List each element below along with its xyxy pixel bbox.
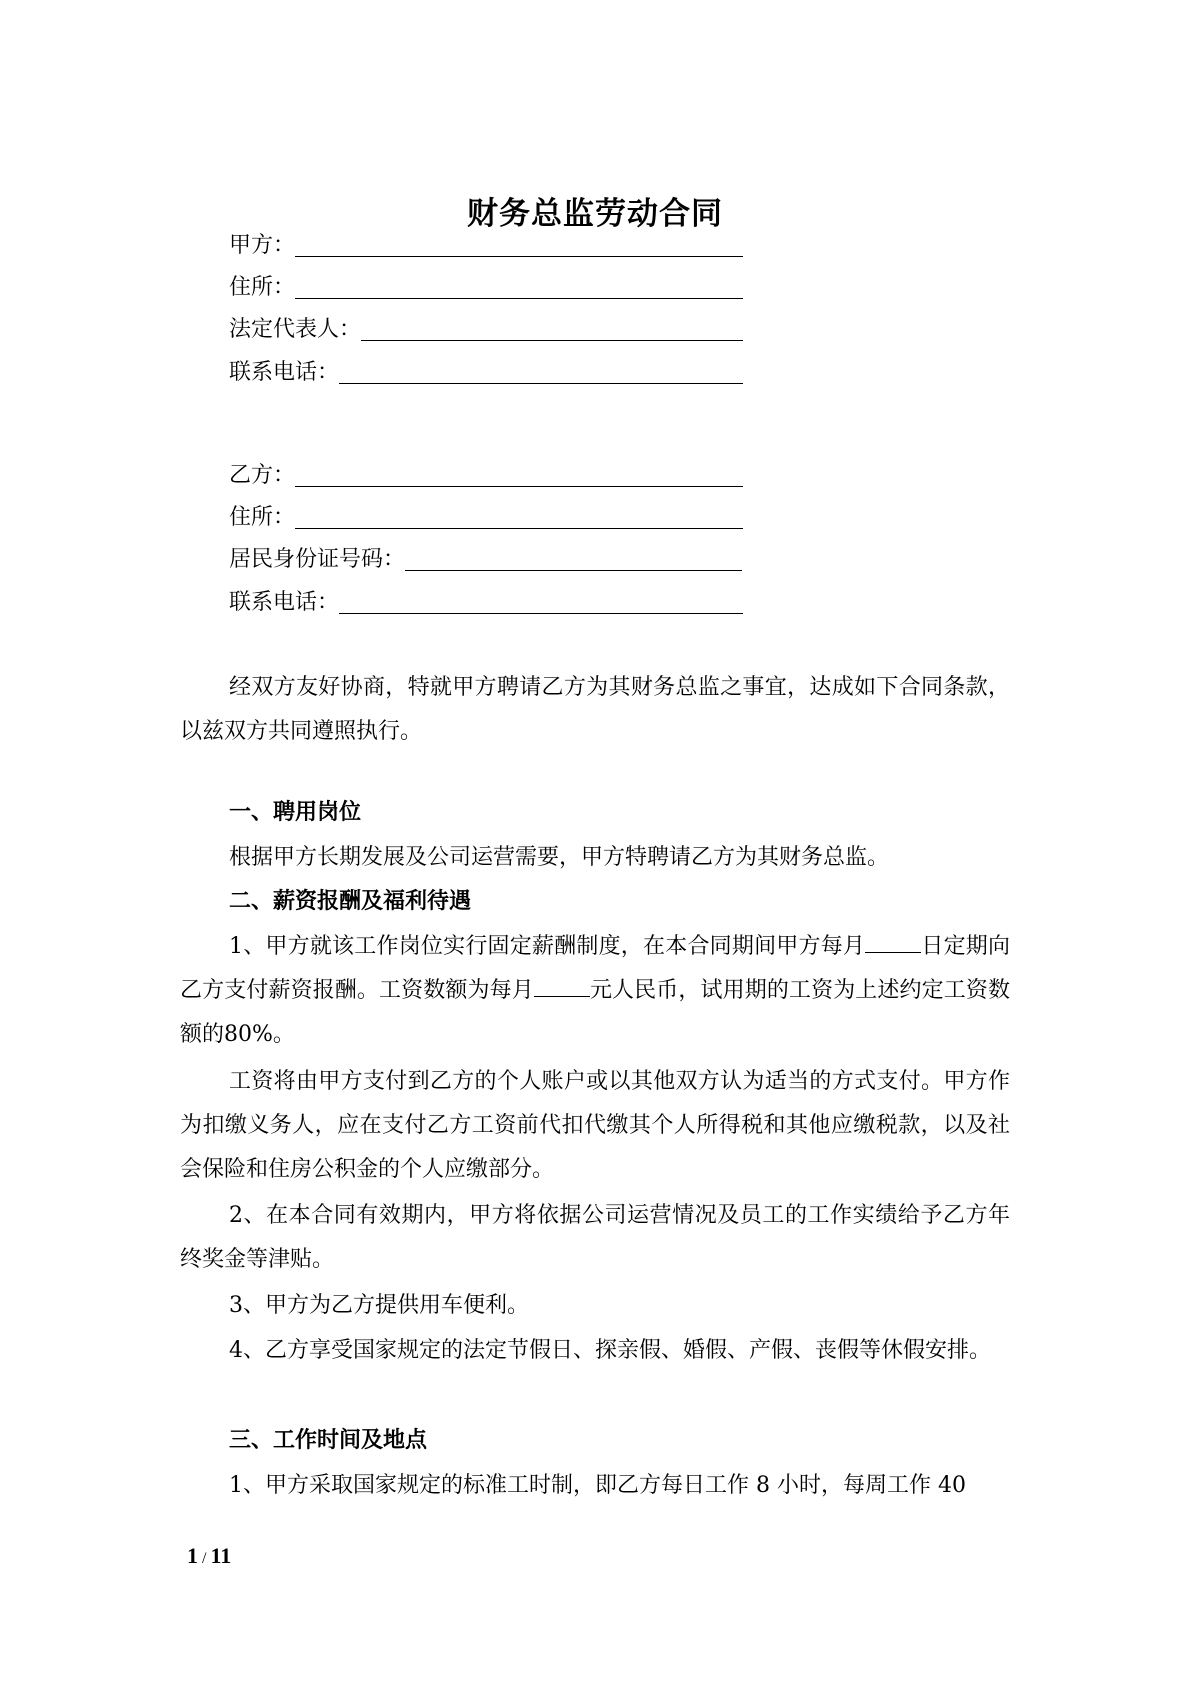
- party-a-name-field: [229, 229, 743, 261]
- party-b-id-blank: [405, 548, 742, 571]
- intro-paragraph: 经双方友好协商，特就甲方聘请乙方为其财务总监之事宜，达成如下合同条款，以兹双方共同遵照执行。: [180, 675, 1010, 744]
- section-3-heading: 三、工作时间及地点: [229, 1428, 428, 1453]
- party-a-address-blank: [295, 276, 743, 299]
- section-1-paragraph: 根据甲方长期发展及公司运营需要，甲方特聘请乙方为其财务总监。: [229, 845, 890, 870]
- page-total: 11: [210, 1543, 232, 1568]
- party-a-phone-blank: [339, 361, 743, 384]
- party-b-id-field: [229, 543, 742, 575]
- pay-day-blank: [865, 932, 921, 953]
- party-a-rep-label: 法定代表人：: [229, 317, 362, 342]
- section-2-paragraph-4: 3、甲方为乙方提供用车便利。: [229, 1293, 529, 1318]
- party-b-name-blank: [295, 464, 743, 487]
- page-current: 1: [187, 1543, 198, 1568]
- salary-text-3: 元人民币，试用期的工资为上述约定工资数额的80%。: [180, 978, 1010, 1047]
- party-a-phone-label: 联系电话：: [229, 360, 340, 385]
- section-1-heading: 一、聘用岗位: [229, 800, 362, 825]
- party-a-address-label: 住所：: [229, 275, 296, 300]
- party-a-address-field: [229, 271, 743, 303]
- page-separator: /: [202, 1550, 207, 1567]
- salary-amount-blank: [534, 976, 590, 997]
- section-2-paragraph-1: [180, 925, 1010, 1057]
- party-b-phone-label: 联系电话：: [229, 590, 340, 615]
- salary-text-2: 日定期向乙方支付薪资报酬。工资数额为每月: [180, 934, 1010, 1003]
- section-3-paragraph-1: 1、甲方采取国家规定的标准工时制，即乙方每日工作 8 小时，每周工作 40: [229, 1473, 966, 1498]
- party-a-name-blank: [295, 234, 743, 257]
- party-a-rep-field: [229, 313, 743, 345]
- section-2-heading: 二、薪资报酬及福利待遇: [229, 889, 472, 914]
- party-b-phone-field: [229, 586, 743, 618]
- party-b-name-label: 乙方：: [229, 463, 296, 488]
- party-b-address-field: [229, 501, 743, 533]
- page-number: [187, 1543, 231, 1569]
- party-a-name-label: 甲方：: [229, 233, 296, 258]
- document-title: 财务总监劳动合同: [467, 196, 723, 232]
- party-b-address-blank: [295, 506, 743, 529]
- party-b-address-label: 住所：: [229, 505, 296, 530]
- section-2-paragraph-3: 2、在本合同有效期内，甲方将依据公司运营情况及员工的工作实绩给予乙方年终奖金等津贴。: [180, 1203, 1010, 1272]
- party-a-rep-blank: [361, 318, 743, 341]
- party-b-id-label: 居民身份证号码：: [229, 547, 406, 572]
- party-b-phone-blank: [339, 591, 743, 614]
- section-2-paragraph-2: 工资将由甲方支付到乙方的个人账户或以其他双方认为适当的方式支付。甲方作为扣缴义务人，应在支付乙方工资前代扣代缴其个人所得税和其他应缴税款，以及社会保险和住房公积金的个人应缴部分。: [180, 1069, 1010, 1182]
- section-2-paragraph-5: 4、乙方享受国家规定的法定节假日、探亲假、婚假、产假、丧假等休假安排。: [229, 1338, 991, 1363]
- party-b-name-field: [229, 459, 743, 491]
- party-a-phone-field: [229, 356, 743, 388]
- salary-text-1: 1、甲方就该工作岗位实行固定薪酬制度，在本合同期间甲方每月: [229, 934, 866, 959]
